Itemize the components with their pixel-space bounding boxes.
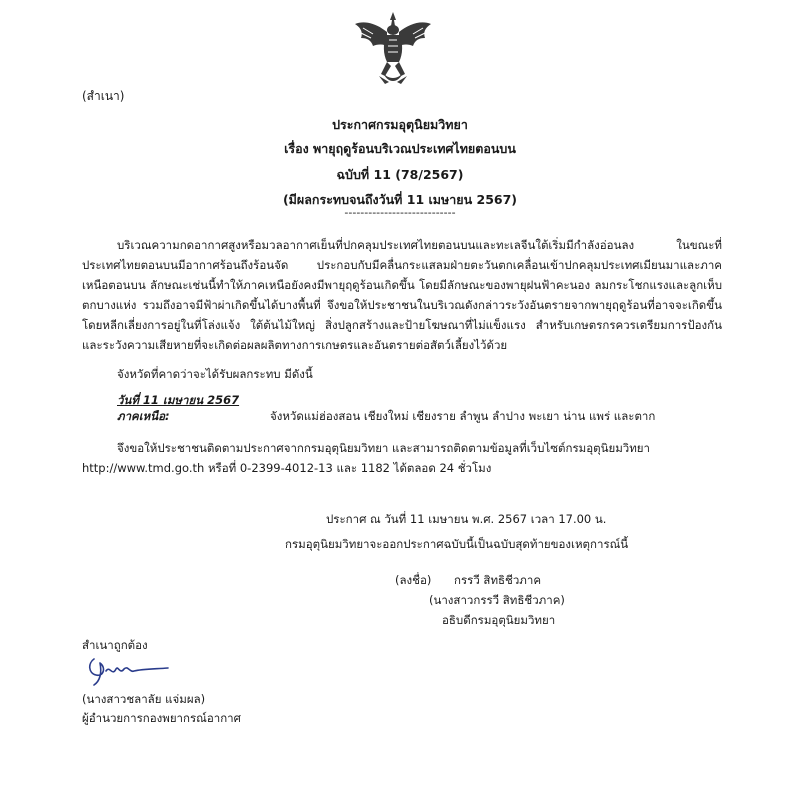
- title-organization: ประกาศกรมอุตุนิยมวิทยา: [332, 117, 468, 132]
- follow-instruction: จึงขอให้ประชาชนติดตามประกาศจากกรมอุตุนิยมวิทยา และสามารถติดตามข้อมูลที่เว็บไซต์กรมอุตุนิยมวิทยา: [117, 441, 651, 455]
- signatory-position: อธิบดีกรมอุตุนิยมวิทยา: [442, 613, 556, 627]
- affected-provinces-intro: จังหวัดที่คาดว่าจะได้รับผลกระทบ มีดังนี้: [117, 367, 313, 381]
- signed-name: กรรวี สิทธิชีวภาค: [454, 573, 542, 587]
- body-paragraph: บริเวณความกดอากาศสูงหรือมวลอากาศเย็นที่ปกคลุมประเทศไทยตอนบนและทะเลจีนใต้เริ่มมีกำลังอ่อนลง ในขณะที่ประเทศไทยตอนบนมีอากาศร้อนถึงร้อนจัด ประกอบกับมีคลื่นกระแสลมฝ่ายตะวันตกเคลื่อนเข้าปกคลุมประเทศเมียนมาและภาคเหนือตอนบน ลักษณะเช่นนี้ทำให้ภาคเหนือยังคงมีพายุฤดูร้อนเกิดขึ้น โดยมีลักษณะของพายุฝนฟ้าคะนอง ลมกระโชกแรงและลูกเห็บตกบางแห่ง รวมถึงอาจมีฟ้าผ่าเกิดขึ้นได้บางพื้นที่ จึงขอให้ประชาชนในบริเวณดังกล่าวระวังอันตรายจากพายุฤดูร้อนที่อาจจะเกิดขึ้น โดยหลีกเลี่ยงการอยู่ในที่โล่งแจ้ง ใต้ต้นไม้ใหญ่ สิ่งปลูกสร้างและป้ายโฆษณาที่ไม่แข็งแรง สำหรับเกษตรกรควรเตรียมการป้องกันและระวังความเสียหายที่จะเกิดต่อผลผลิตทางการเกษตรและอันตรายต่อสัตว์เลี้ยงไว้ด้วย: [82, 238, 722, 352]
- signed-label: (ลงชื่อ): [395, 573, 432, 587]
- title-divider: ----------------------------: [344, 206, 456, 219]
- certifier-name: (นางสาวชลาลัย แจ่มผล): [82, 692, 206, 706]
- certified-copy-label: สำเนาถูกต้อง: [82, 638, 148, 652]
- signatory-full-name: (นางสาวกรรวี สิทธิชีวภาค): [429, 593, 565, 607]
- contact-info: http://www.tmd.go.th หรือที่ 0-2399-4012-13 และ 1182 ได้ตลอด 24 ชั่วโมง: [82, 461, 492, 475]
- region-label: ภาคเหนือ:: [117, 409, 170, 423]
- handwritten-signature-icon: [84, 651, 174, 689]
- region-provinces: จังหวัดแม่ฮ่องสอน เชียงใหม่ เชียงราย ลำพูน ลำปาง พะเยา น่าน แพร่ และตาก: [270, 409, 656, 423]
- title-subject: เรื่อง พายุฤดูร้อนบริเวณประเทศไทยตอนบน: [284, 141, 516, 156]
- final-announcement-note: กรมอุตุนิยมวิทยาจะออกประกาศฉบับนี้เป็นฉบับสุดท้ายของเหตุการณ์นี้: [285, 537, 629, 551]
- title-effect-date: (มีผลกระทบจนถึงวันที่ 11 เมษายน 2567): [282, 192, 518, 207]
- announcement-datetime: ประกาศ ณ วันที่ 11 เมษายน พ.ศ. 2567 เวลา 17.00 น.: [326, 512, 607, 526]
- certifier-position: ผู้อำนวยการกองพยากรณ์อากาศ: [82, 711, 241, 725]
- garuda-emblem-icon: [353, 10, 433, 86]
- affected-date: วันที่ 11 เมษายน 2567: [117, 393, 240, 407]
- title-issue-number: ฉบับที่ 11 (78/2567): [336, 167, 464, 182]
- copy-tag: (สำเนา): [82, 89, 125, 103]
